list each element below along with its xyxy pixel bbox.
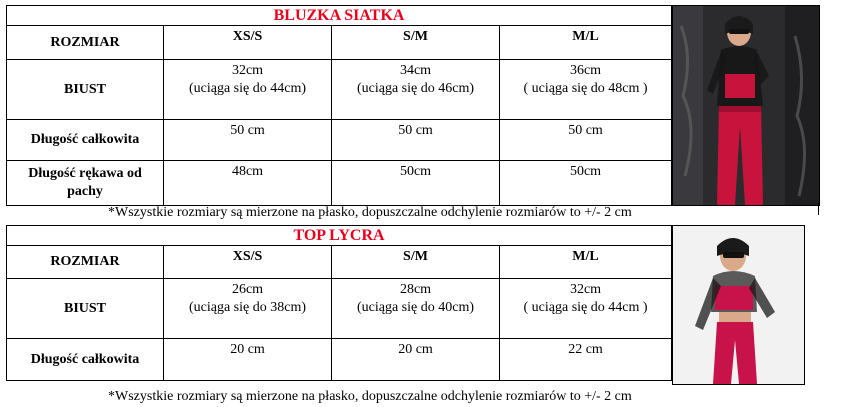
cell-note: (uciąga się do 40cm) (356, 300, 474, 315)
product-photo-bluzka (672, 5, 820, 206)
cell-value: 36cm (569, 63, 602, 78)
column-header-size: S/M (332, 246, 500, 279)
table-cell (164, 60, 332, 120)
table-cell: 20 cm (164, 339, 332, 381)
table-cell: 20 cm (332, 339, 500, 381)
column-header-size: M/L (500, 246, 672, 279)
product-photo-top (672, 225, 805, 385)
size-table-top (6, 225, 672, 381)
cell-value: 26cm (231, 282, 264, 297)
product-title: TOP LYCRA (7, 226, 672, 246)
cell-note: (uciąga się do 44cm) (188, 81, 306, 96)
column-header-size: S/M (332, 26, 500, 60)
size-table-bluzka (6, 5, 672, 206)
table-cell (164, 279, 332, 339)
cell-note: (uciąga się do 46cm) (356, 81, 474, 96)
row-label: Długość rękawa od pachy (7, 161, 164, 206)
cell-value: 32cm (569, 282, 602, 297)
table-cell: 50 cm (500, 120, 672, 161)
column-header-size: XS/S (164, 246, 332, 279)
size-table-section-top (6, 225, 672, 381)
table-cell: 48cm (164, 161, 332, 206)
model-illustration (673, 6, 819, 205)
table-cell (332, 60, 500, 120)
table-cell: 50 cm (332, 120, 500, 161)
row-label: Długość całkowita (7, 120, 164, 161)
row-label: BIUST (7, 279, 164, 339)
size-table-section-bluzka (6, 5, 672, 206)
table-cell: 50 cm (164, 120, 332, 161)
table-cell: 50cm (500, 161, 672, 206)
row-label: BIUST (7, 60, 164, 120)
row-label: Długość całkowita (7, 339, 164, 381)
measurement-note: *Wszystkie rozmiary są mierzone na płasko, dopuszczalne odchylenie rozmiarów to +/- 2 cm (108, 389, 632, 404)
column-header-size: XS/S (164, 26, 332, 60)
cell-note: ( uciąga się do 48cm ) (523, 81, 648, 96)
cell-note: (uciąga się do 38cm) (188, 300, 306, 315)
column-header-rozmiar: ROZMIAR (7, 26, 164, 60)
product-title: BLUZKA SIATKA (7, 6, 672, 26)
table-cell (500, 279, 672, 339)
column-header-rozmiar: ROZMIAR (7, 246, 164, 279)
divider-tick (818, 203, 819, 215)
cell-value: 28cm (399, 282, 432, 297)
table-cell: 22 cm (500, 339, 672, 381)
cell-value: 32cm (231, 63, 264, 78)
cell-note: ( uciąga się do 44cm ) (523, 300, 648, 315)
table-cell (332, 279, 500, 339)
model-illustration (673, 226, 804, 384)
table-cell: 50cm (332, 161, 500, 206)
table-cell (500, 60, 672, 120)
cell-value: 34cm (399, 63, 432, 78)
column-header-size: M/L (500, 26, 672, 60)
measurement-note: *Wszystkie rozmiary są mierzone na płasko, dopuszczalne odchylenie rozmiarów to +/- 2 cm (108, 205, 632, 220)
